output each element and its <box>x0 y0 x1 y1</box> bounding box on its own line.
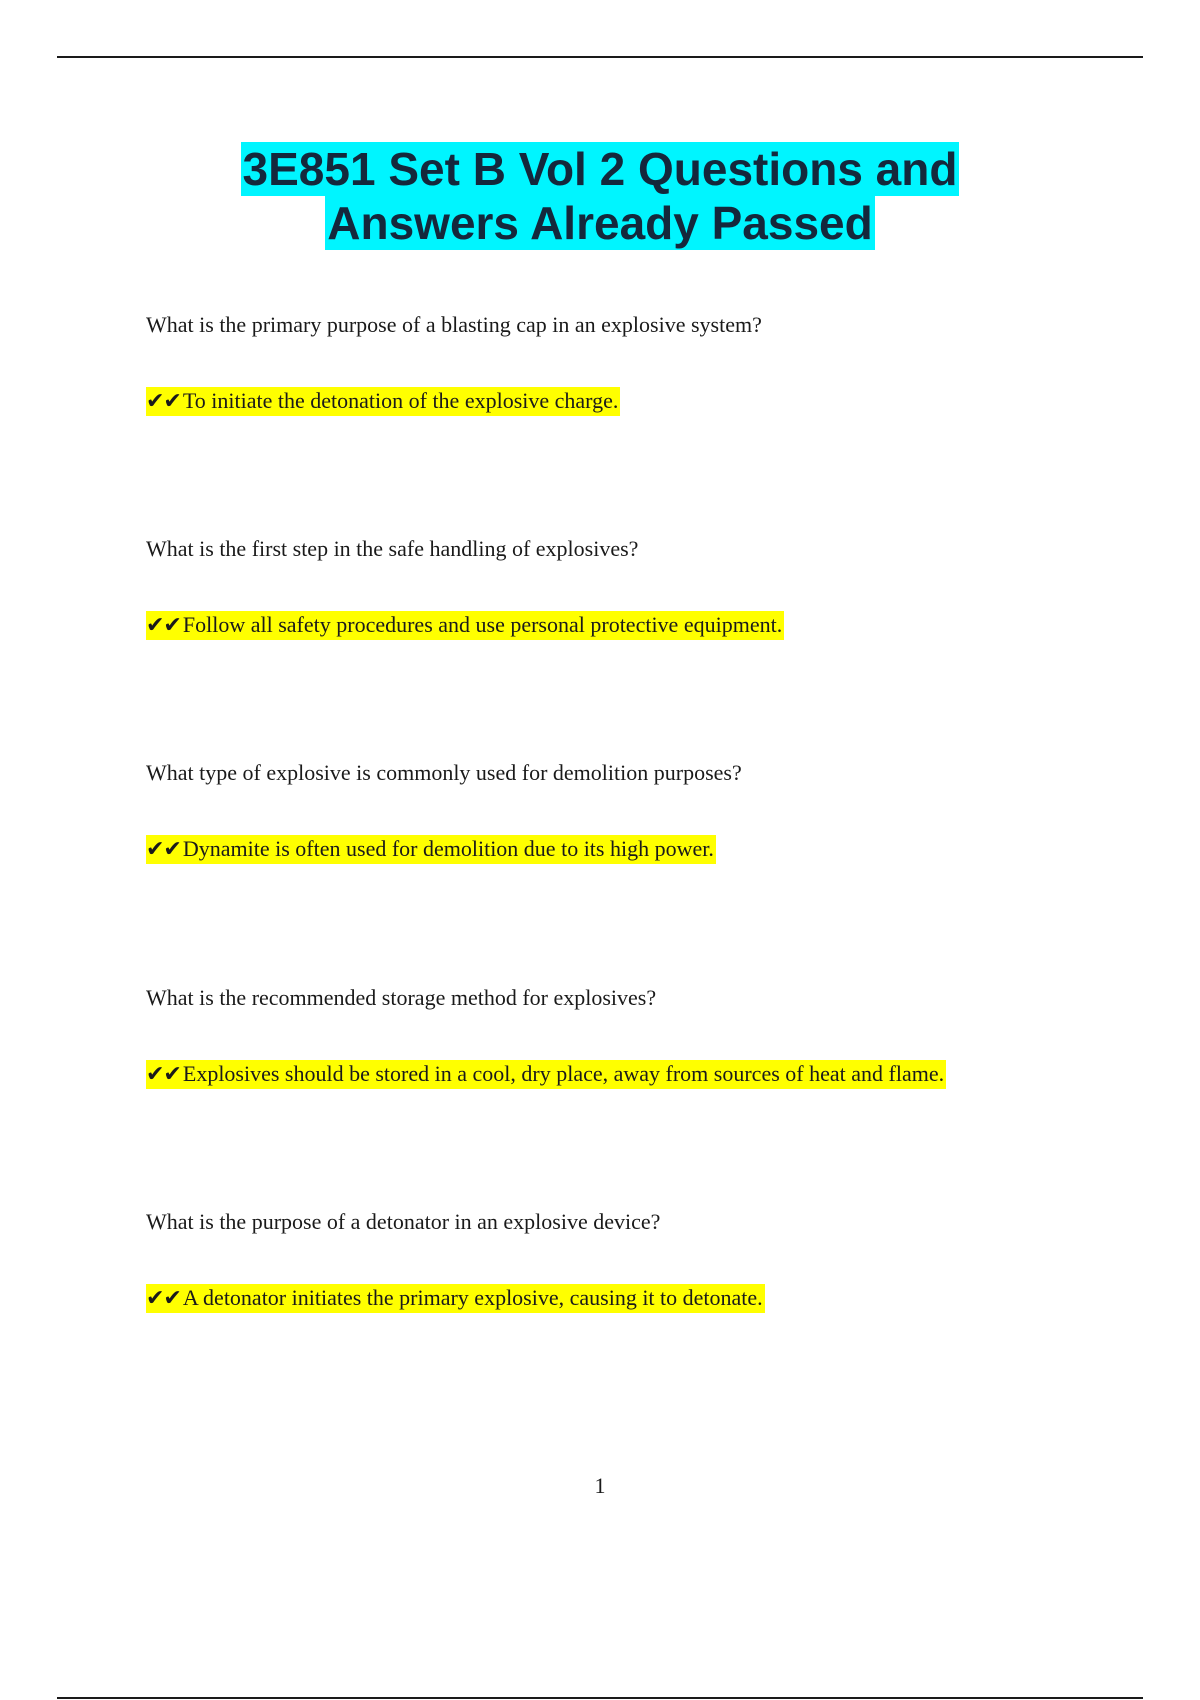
page-number: 1 <box>594 1473 606 1498</box>
check-marks-icon: ✔✔ <box>146 389 181 414</box>
answer-4 <box>146 1060 946 1089</box>
qa-item-5 <box>146 1208 1106 1313</box>
answer-2 <box>146 611 784 640</box>
title-line-1: 3E851 Set B Vol 2 Questions and <box>242 143 958 195</box>
answer-4-text: Explosives should be stored in a cool, dry place, away from sources of heat and flame. <box>182 1061 945 1086</box>
footer-rule <box>57 1697 1143 1699</box>
check-marks-icon: ✔✔ <box>146 837 181 862</box>
header-rule <box>57 56 1143 58</box>
answer-5 <box>146 1284 765 1313</box>
answer-3 <box>146 835 716 864</box>
question-4: What is the recommended storage method for explosives? <box>146 985 657 1010</box>
answer-1-text: To initiate the detonation of the explosive charge. <box>182 388 619 413</box>
qa-item-4 <box>146 984 1106 1089</box>
answer-3-text: Dynamite is often used for demolition due to its high power. <box>182 836 714 861</box>
question-1: What is the primary purpose of a blasting cap in an explosive system? <box>146 312 762 337</box>
answer-2-text: Follow all safety procedures and use personal protective equipment. <box>182 612 783 637</box>
title-line-2: Answers Already Passed <box>327 197 873 249</box>
check-marks-icon: ✔✔ <box>146 1062 181 1087</box>
qa-item-1 <box>146 311 1106 416</box>
qa-item-3 <box>146 759 1106 864</box>
check-marks-icon: ✔✔ <box>146 1286 181 1311</box>
answer-1 <box>146 387 620 416</box>
question-3: What type of explosive is commonly used for demolition purposes? <box>146 760 742 785</box>
question-2: What is the first step in the safe handling of explosives? <box>146 536 639 561</box>
document-title <box>0 142 1200 250</box>
answer-5-text: A detonator initiates the primary explosive, causing it to detonate. <box>182 1285 763 1310</box>
qa-item-2 <box>146 535 1106 640</box>
check-marks-icon: ✔✔ <box>146 613 181 638</box>
question-5: What is the purpose of a detonator in an explosive device? <box>146 1209 661 1234</box>
